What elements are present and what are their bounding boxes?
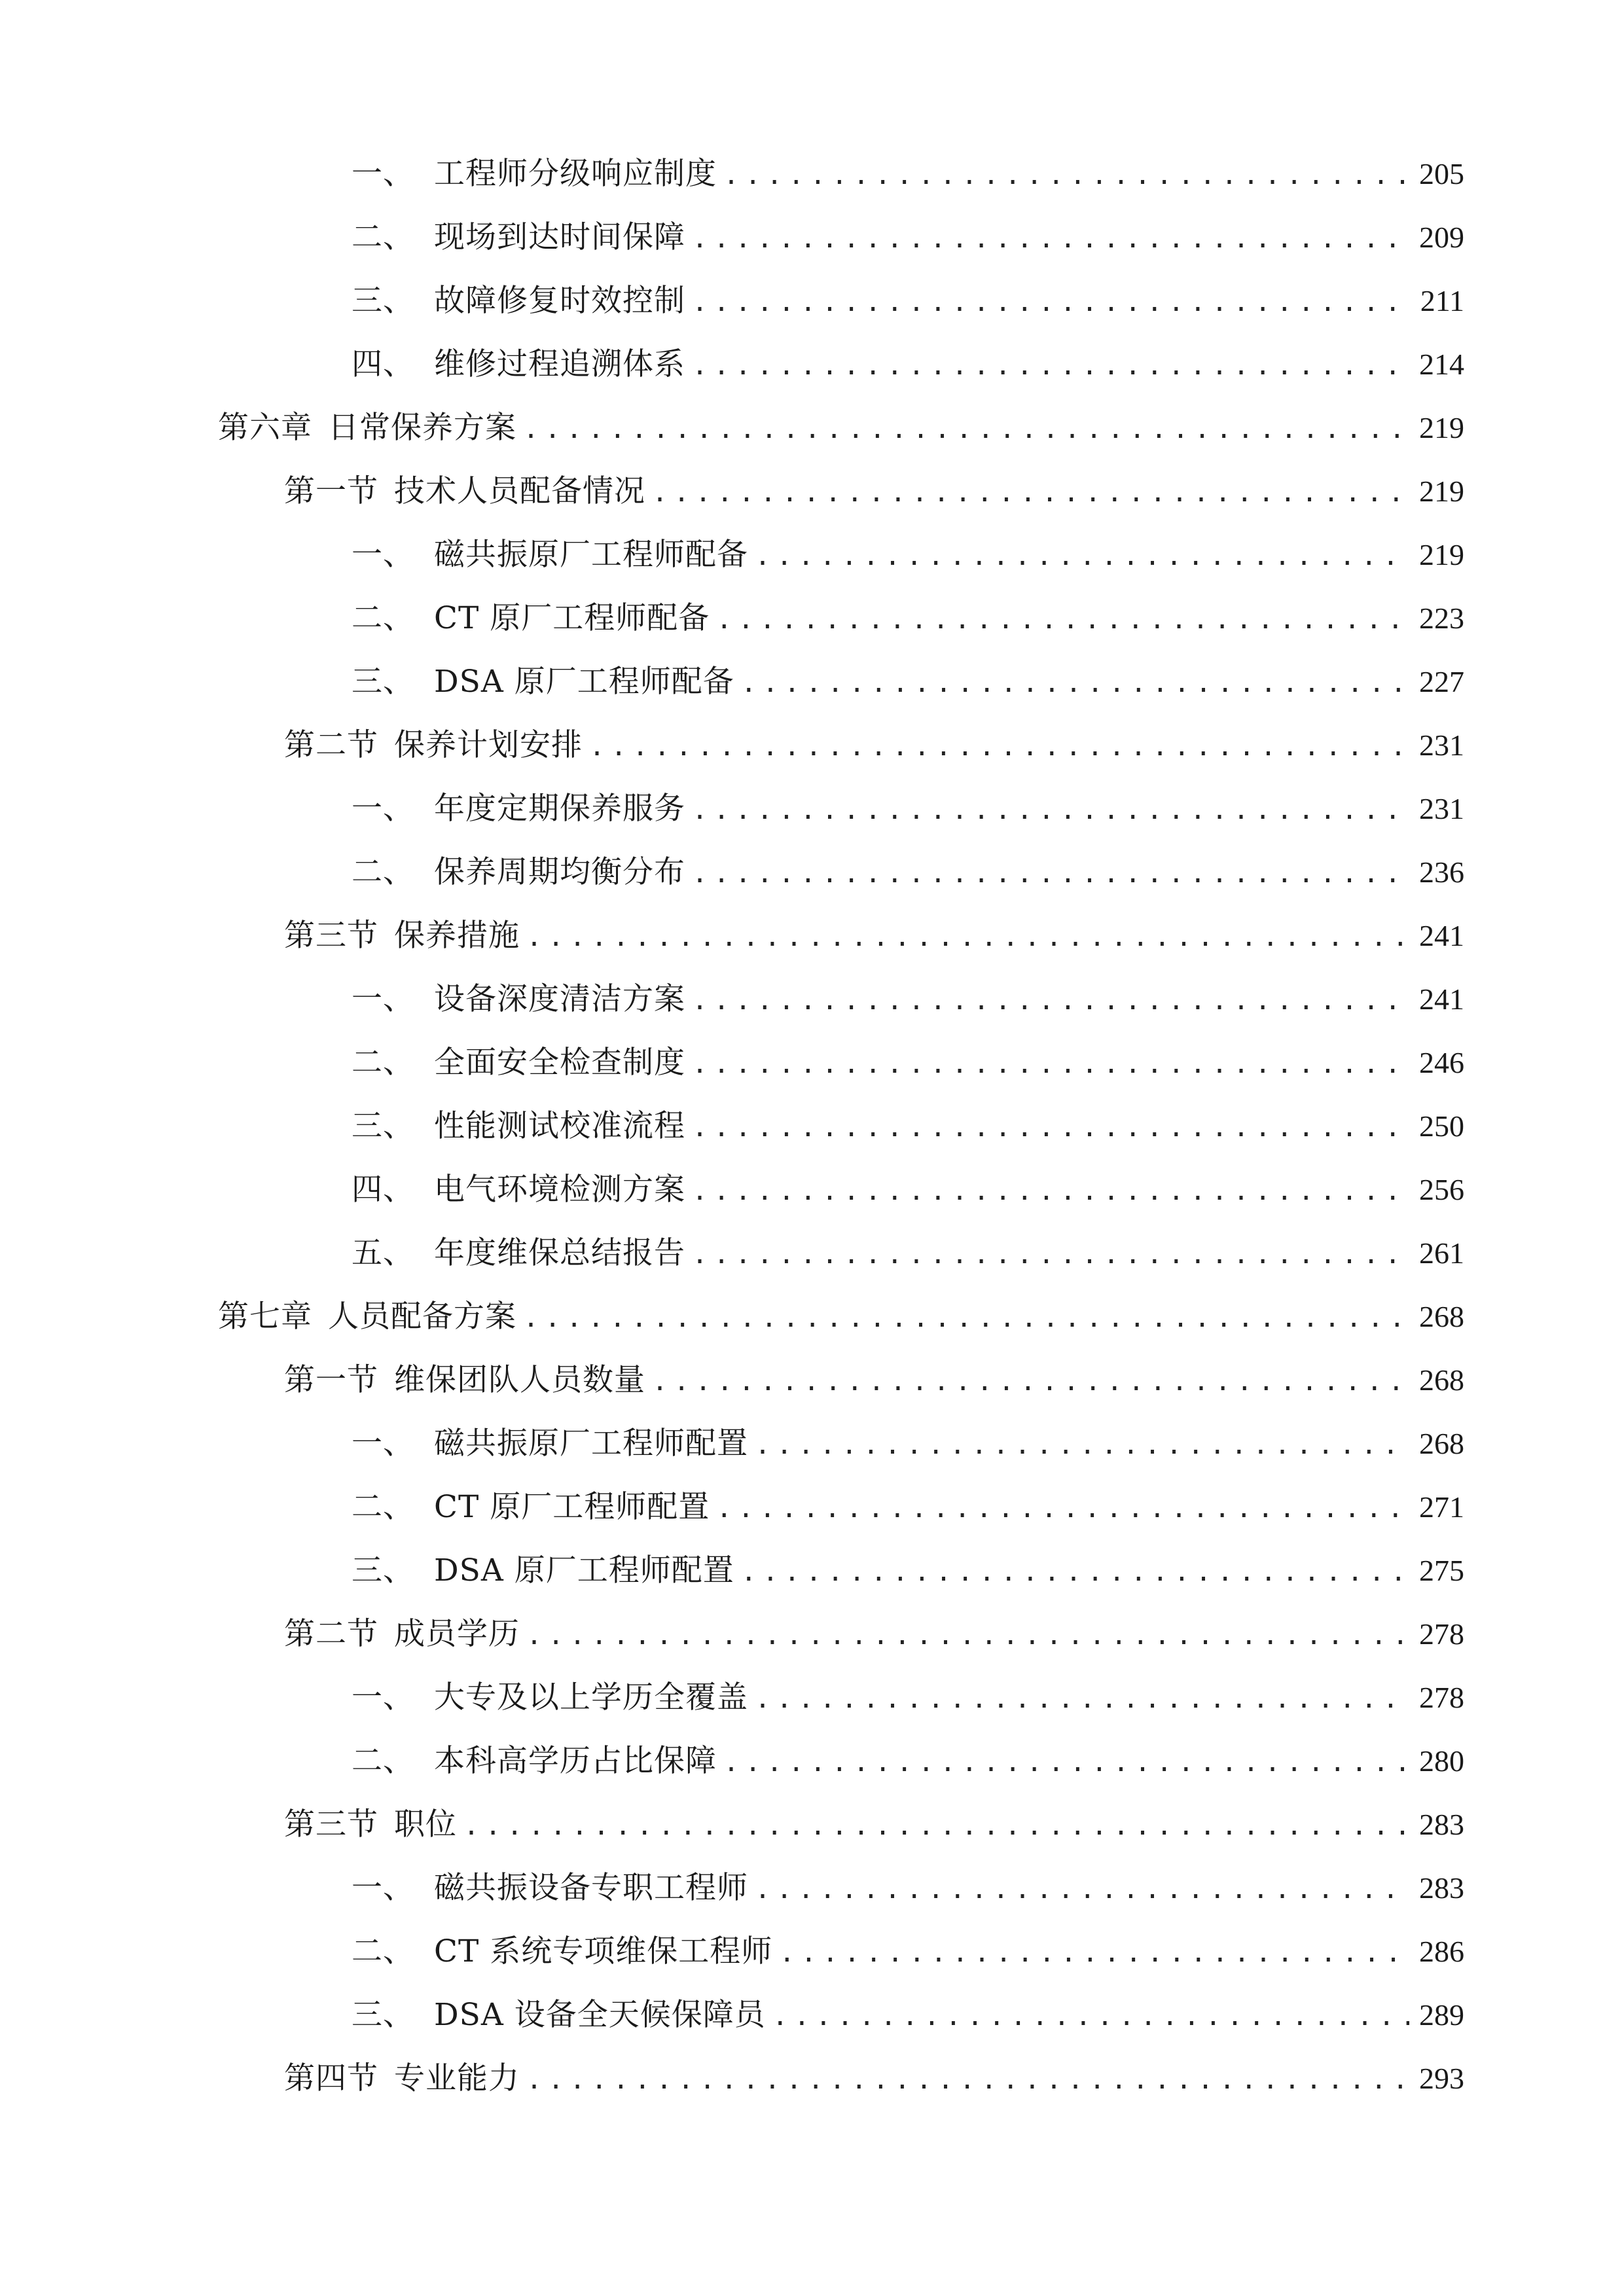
toc-entry-number: 第一节 (284, 1362, 378, 1398)
toc-section-entry[interactable] (284, 1605, 1464, 1664)
toc-entry-page: 261 (1419, 1236, 1464, 1270)
toc-entry[interactable] (352, 272, 1464, 331)
toc-entry-title: CT 原厂工程师配置 (434, 1489, 710, 1525)
toc-entry-title: 年度定期保养服务 (434, 791, 685, 827)
toc-entry-number: 四、 (352, 1172, 414, 1208)
toc-section-entry[interactable] (284, 1351, 1464, 1410)
dot-leader (692, 1225, 1409, 1284)
dot-leader (755, 1670, 1409, 1729)
toc-entry-title: 人员配备方案 (328, 1299, 516, 1335)
dot-leader (755, 527, 1409, 586)
toc-entry[interactable] (352, 1097, 1464, 1156)
dot-leader (755, 1416, 1409, 1475)
toc-entry-page: 268 (1419, 1300, 1464, 1333)
toc-entry[interactable] (352, 843, 1464, 902)
toc-entry-number: 一、 (352, 1426, 414, 1462)
toc-entry[interactable] (352, 1033, 1464, 1092)
toc-entry-page: 268 (1419, 1363, 1464, 1397)
toc-entry-number: 一、 (352, 156, 414, 192)
toc-entry-page: 250 (1419, 1109, 1464, 1143)
dot-leader (772, 1987, 1409, 2046)
toc-entry-page: 227 (1419, 665, 1464, 698)
toc-entry-page: 246 (1419, 1046, 1464, 1079)
toc-entry[interactable] (352, 970, 1464, 1029)
dot-leader (526, 1606, 1409, 1665)
dot-leader (692, 1035, 1409, 1094)
toc-entry-title: 工程师分级响应制度 (434, 156, 717, 192)
toc-entry[interactable] (352, 1541, 1464, 1600)
toc-entry-title: 磁共振设备专职工程师 (434, 1870, 748, 1906)
dot-leader (692, 1162, 1409, 1221)
toc-entry-number: 一、 (352, 981, 414, 1017)
toc-entry-number: 二、 (352, 219, 414, 255)
toc-entry-number: 三、 (352, 664, 414, 700)
toc-entry-title: 设备深度清洁方案 (434, 981, 685, 1017)
toc-entry-number: 第四节 (284, 2060, 378, 2096)
toc-entry-title: 保养措施 (394, 918, 520, 954)
toc-entry-page: 293 (1419, 2062, 1464, 2095)
toc-entry-page: 211 (1420, 284, 1464, 317)
dot-leader (526, 2051, 1409, 2109)
dot-leader (692, 273, 1409, 332)
toc-entry-number: 五、 (352, 1235, 414, 1271)
toc-entry-page: 275 (1419, 1554, 1464, 1587)
toc-entry-page: 205 (1419, 157, 1464, 190)
dot-leader (741, 654, 1409, 713)
toc-entry[interactable] (352, 208, 1464, 267)
toc-entry[interactable] (352, 335, 1464, 394)
toc-entry-title: 保养周期均衡分布 (434, 854, 685, 890)
toc-entry-title: 磁共振原厂工程师配置 (434, 1426, 748, 1462)
toc-entry-number: 第二节 (284, 1616, 378, 1652)
toc-entry[interactable] (352, 1922, 1464, 1981)
toc-entry-title: 维保团队人员数量 (394, 1362, 645, 1398)
toc-section-entry[interactable] (284, 1795, 1464, 1854)
toc-entry-number: 一、 (352, 537, 414, 573)
toc-entry-title: 年度维保总结报告 (434, 1235, 685, 1271)
toc-entry-page: 219 (1419, 475, 1464, 508)
toc-entry[interactable] (352, 1478, 1464, 1537)
toc-entry-number: 二、 (352, 1743, 414, 1779)
toc-entry-number: 第六章 (218, 410, 312, 446)
toc-entry-number: 第三节 (284, 1806, 378, 1842)
toc-entry-page: 231 (1419, 728, 1464, 762)
toc-entry-page: 223 (1419, 601, 1464, 635)
dot-leader (692, 209, 1409, 268)
toc-entry-title: 性能测试校准流程 (434, 1108, 685, 1144)
toc-entry-number: 第一节 (284, 473, 378, 509)
toc-entry-title: CT 系统专项维保工程师 (434, 1933, 773, 1969)
dot-leader (589, 717, 1409, 776)
toc-entry-page: 268 (1419, 1427, 1464, 1460)
dot-leader (741, 1543, 1409, 1602)
toc-entry-page: 241 (1419, 919, 1464, 952)
toc-entry-number: 二、 (352, 854, 414, 890)
toc-entry-title: 保养计划安排 (394, 727, 583, 763)
toc-entry-title: 专业能力 (394, 2060, 520, 2096)
toc-entry-page: 241 (1419, 982, 1464, 1016)
toc-entry-title: DSA 原厂工程师配备 (434, 664, 734, 700)
toc-entry-page: 214 (1419, 348, 1464, 381)
toc-entry-number: 二、 (352, 600, 414, 636)
toc-entry-page: 286 (1419, 1935, 1464, 1968)
toc-entry-number: 一、 (352, 791, 414, 827)
toc-entry-page: 236 (1419, 855, 1464, 889)
toc-entry-number: 一、 (352, 1870, 414, 1906)
toc-entry[interactable] (352, 1414, 1464, 1473)
toc-entry-number: 三、 (352, 1108, 414, 1144)
toc-entry-number: 二、 (352, 1489, 414, 1525)
toc-entry[interactable] (352, 589, 1464, 648)
toc-entry[interactable] (352, 1160, 1464, 1219)
dot-leader (723, 1733, 1409, 1792)
toc-entry-title: 电气环境检测方案 (434, 1172, 685, 1208)
toc-entry-page: 278 (1419, 1617, 1464, 1651)
dot-leader (692, 1098, 1409, 1157)
toc-entry[interactable] (352, 780, 1464, 838)
dot-leader (463, 1797, 1409, 1856)
toc-entry-number: 二、 (352, 1045, 414, 1081)
toc-entry-title: 大专及以上学历全覆盖 (434, 1679, 748, 1715)
toc-entry-page: 271 (1419, 1490, 1464, 1524)
dot-leader (692, 844, 1409, 903)
toc-entry-title: 现场到达时间保障 (434, 219, 685, 255)
toc-entry-page: 289 (1419, 1998, 1464, 2032)
toc-entry[interactable] (352, 653, 1464, 711)
toc-entry[interactable] (352, 1986, 1464, 2045)
dot-leader (523, 400, 1409, 459)
toc-chapter-entry[interactable] (218, 1287, 1464, 1346)
dot-leader (716, 1479, 1409, 1538)
toc-entry-title: 日常保养方案 (328, 410, 516, 446)
toc-entry-number: 二、 (352, 1933, 414, 1969)
toc-entry[interactable] (352, 1859, 1464, 1918)
toc-entry-number: 第三节 (284, 918, 378, 954)
dot-leader (716, 590, 1409, 649)
dot-leader (526, 908, 1409, 967)
toc-entry-page: 219 (1419, 411, 1464, 444)
toc-section-entry[interactable] (284, 2049, 1464, 2108)
dot-leader (755, 1860, 1409, 1919)
dot-leader (523, 1289, 1409, 1348)
toc-entry-page: 283 (1419, 1808, 1464, 1841)
toc-entry-number: 第二节 (284, 727, 378, 763)
toc-section-entry[interactable] (284, 462, 1464, 521)
dot-leader (692, 336, 1409, 395)
toc-entry-number: 四、 (352, 346, 414, 382)
toc-section-entry[interactable] (284, 906, 1464, 965)
toc-entry-title: DSA 原厂工程师配置 (434, 1552, 734, 1588)
toc-entry[interactable] (352, 145, 1464, 204)
toc-entry-number: 第七章 (218, 1299, 312, 1335)
dot-leader (723, 146, 1409, 205)
toc-entry-page: 280 (1419, 1744, 1464, 1778)
toc-entry-title: 故障修复时效控制 (434, 283, 685, 319)
toc-entry-title: 职位 (394, 1806, 457, 1842)
toc-entry-title: DSA 设备全天候保障员 (434, 1997, 766, 2033)
toc-entry[interactable] (352, 526, 1464, 584)
toc-entry-page: 209 (1419, 221, 1464, 254)
toc-chapter-entry[interactable] (218, 399, 1464, 457)
dot-leader (692, 781, 1409, 840)
toc-entry[interactable] (352, 1668, 1464, 1727)
toc-entry-title: 技术人员配备情况 (394, 473, 645, 509)
dot-leader (652, 1352, 1409, 1411)
dot-leader (652, 463, 1409, 522)
toc-entry[interactable] (352, 1732, 1464, 1791)
dot-leader (779, 1924, 1409, 1982)
toc-section-entry[interactable] (284, 716, 1464, 775)
toc-entry-page: 283 (1419, 1871, 1464, 1905)
toc-entry-number: 一、 (352, 1679, 414, 1715)
toc-entry-title: 本科高学历占比保障 (434, 1743, 717, 1779)
toc-entry-title: 磁共振原厂工程师配备 (434, 537, 748, 573)
toc-entry-number: 三、 (352, 1552, 414, 1588)
toc-entry-title: CT 原厂工程师配备 (434, 600, 710, 636)
toc-entry-page: 219 (1419, 538, 1464, 571)
toc-entry-page: 231 (1419, 792, 1464, 825)
toc-entry-title: 维修过程追溯体系 (434, 346, 685, 382)
toc-entry-title: 成员学历 (394, 1616, 520, 1652)
toc-entry-title: 全面安全检查制度 (434, 1045, 685, 1081)
toc-entry[interactable] (352, 1224, 1464, 1283)
toc-entry-number: 三、 (352, 283, 414, 319)
toc-entry-number: 三、 (352, 1997, 414, 2033)
toc-entry-page: 256 (1419, 1173, 1464, 1206)
toc-entry-page: 278 (1419, 1681, 1464, 1714)
dot-leader (692, 971, 1409, 1030)
